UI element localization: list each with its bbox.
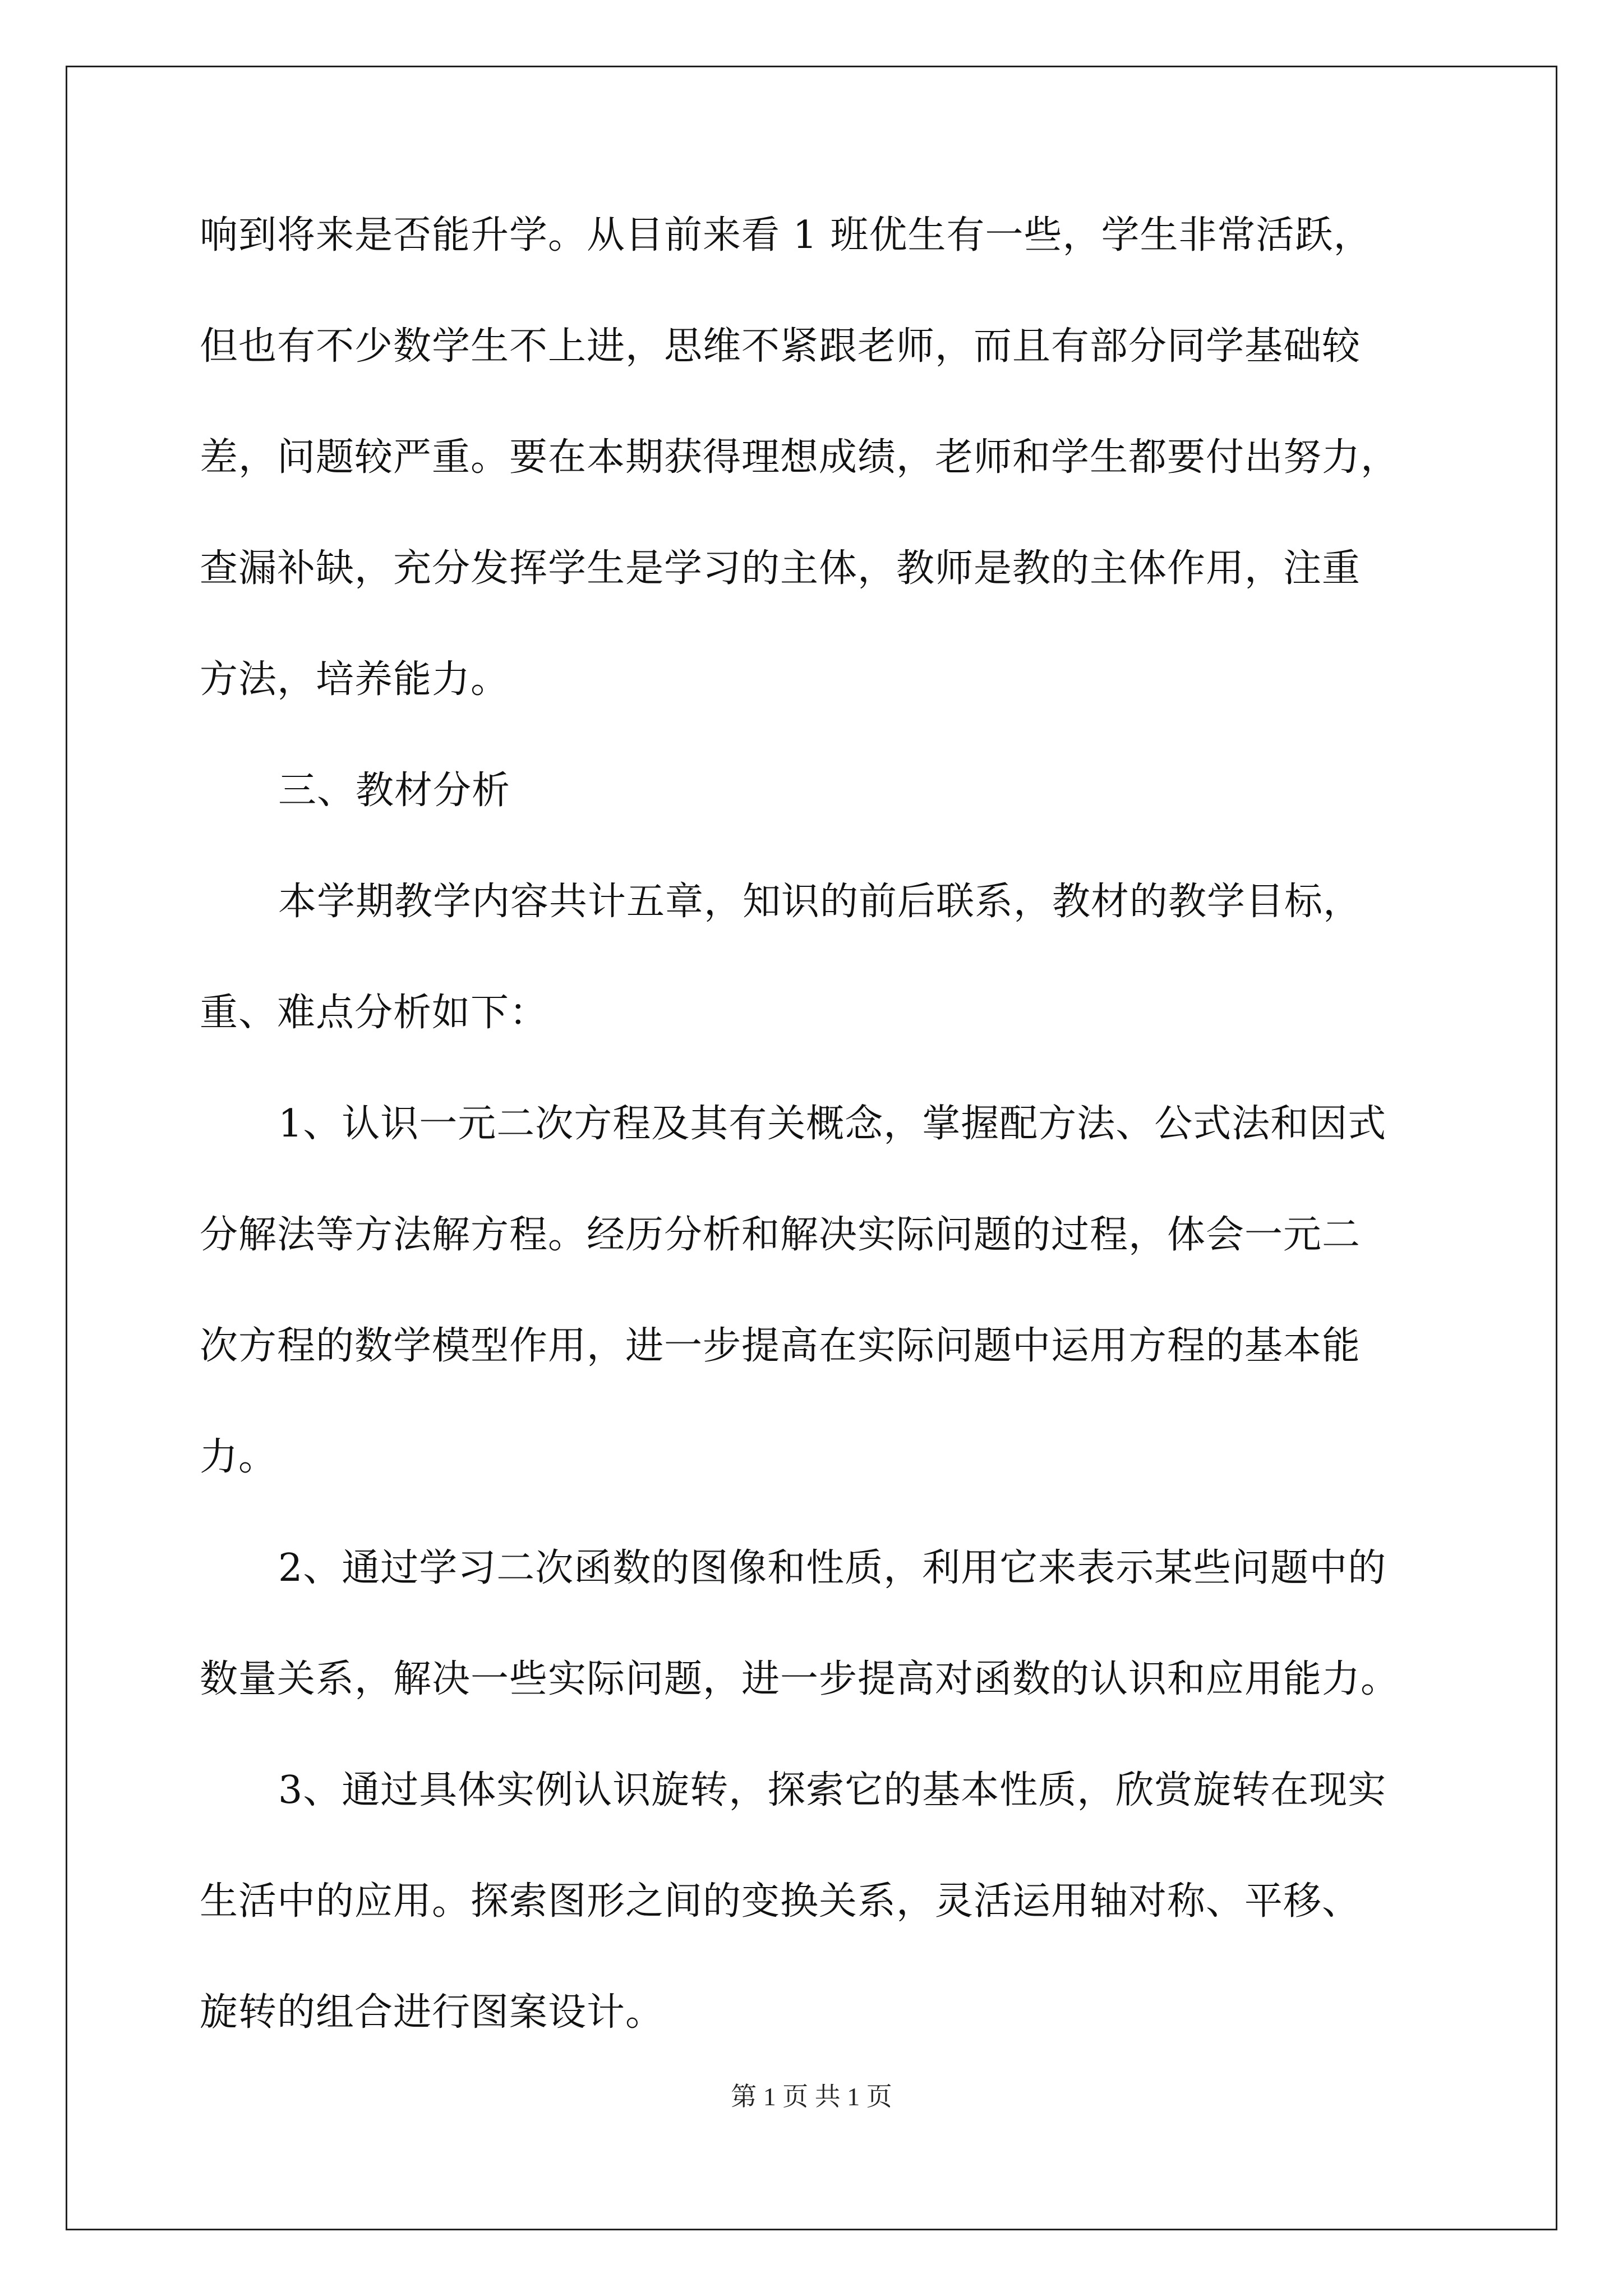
paragraph-line: 但也有不少数学生不上进，思维不紧跟老师，而且有部分同学基础较 — [200, 324, 1361, 369]
list-item-line: 分解法等方法解方程。经历分析和解决实际问题的过程，体会一元二 — [200, 1213, 1361, 1257]
list-item-line: 数量关系，解决一些实际问题，进一步提高对函数的认识和应用能力。 — [200, 1657, 1400, 1701]
list-item-line: 生活中的应用。探索图形之间的变换关系，灵活运用轴对称、平移、 — [200, 1879, 1361, 1924]
list-item-line: 1、认识一元二次方程及其有关概念，掌握配方法、公式法和因式 — [278, 1102, 1387, 1146]
section-heading: 三、教材分析 — [278, 769, 511, 813]
list-item-line: 力。 — [200, 1435, 278, 1479]
paragraph-line: 查漏补缺，充分发挥学生是学习的主体，教师是教的主体作用，注重 — [200, 546, 1361, 591]
list-item-line: 2、通过学习二次函数的图像和性质，利用它来表示某些问题中的 — [278, 1546, 1387, 1590]
paragraph-line: 响到将来是否能升学。从目前来看 1 班优生有一些，学生非常活跃， — [200, 213, 1372, 257]
paragraph-line: 本学期教学内容共计五章，知识的前后联系，教材的教学目标， — [278, 880, 1362, 924]
paragraph-line: 方法，培养能力。 — [200, 657, 510, 702]
paragraph-line: 差，问题较严重。要在本期获得理想成绩，老师和学生都要付出努力， — [200, 435, 1400, 480]
page-footer: 第 1 页 共 1 页 — [731, 2082, 892, 2111]
paragraph-line: 重、难点分析如下： — [200, 991, 548, 1035]
list-item-line: 次方程的数学模型作用，进一步提高在实际问题中运用方程的基本能 — [200, 1324, 1361, 1368]
list-item-line: 旋转的组合进行图案设计。 — [200, 1990, 665, 2035]
list-item-line: 3、通过具体实例认识旋转，探索它的基本性质，欣赏旋转在现实 — [278, 1768, 1387, 1812]
